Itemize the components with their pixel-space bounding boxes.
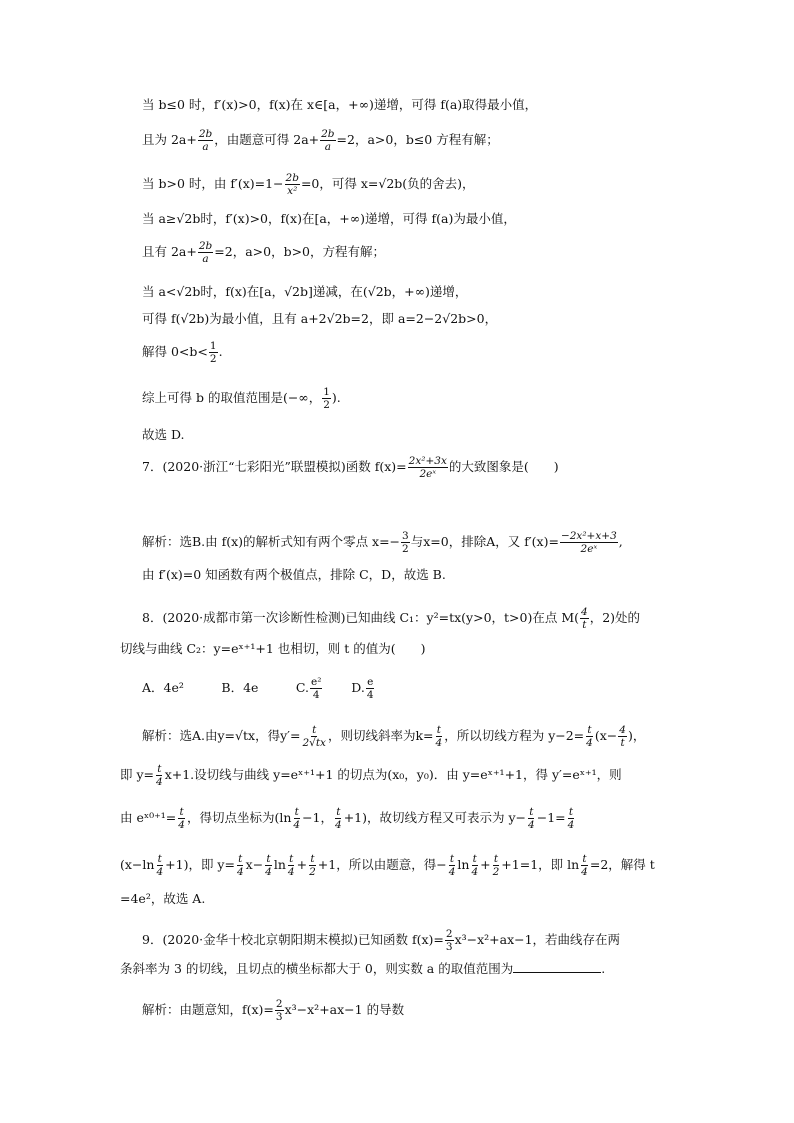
text-line: 故选 D. (142, 427, 185, 442)
fraction: $\frac{t}{4}$ (335, 806, 342, 831)
question-7: 7．(2020·浙江“七彩阳光”联盟模拟)函数 f(x)= $\frac{\text{2x²+3x}}{\text{2eˣ}}$ 的大致图象是( ) (142, 455, 559, 480)
fraction: $\frac{t}{2}$ (309, 853, 316, 878)
text-line: 可得 f(√2b)为最小值，且有 a+2√2b=2，即 a=2−2√2b>0， (142, 311, 498, 326)
fraction: $\frac{t}{4}$ (581, 853, 588, 878)
fraction: $\frac{t}{4}$ (448, 853, 456, 878)
fraction: $\frac{1}{2}$ (323, 386, 330, 411)
fraction: $\frac{1}{2}$ (209, 340, 217, 365)
fraction: $\frac{t}{2√tx}$ (302, 724, 326, 749)
text-line: 当 b>0 时，由 f′(x)=1− $\frac{2b}{\text{x²}}$ =0，可得 x=√2b(负的舍去)， (142, 172, 475, 197)
question-8: 8．(2020·成都市第一次诊断性检测)已知曲线 C₁：y²=tx(y>0，t>0)在点 M( $\frac{4}{t}$ ，2)处的 (142, 606, 641, 631)
fraction: $\frac{t}{4}$ (265, 853, 272, 878)
text-line: 当 b≤0 时，f′(x)>0，f(x)在 x∈[a，+∞)递增，可得 f(a)取得最小值， (142, 97, 538, 112)
text-line: =4e²，故选 A. (120, 891, 206, 906)
fraction: $\frac{t}{4}$ (528, 806, 535, 831)
text-line: 当 a<√2b时，f(x)在[a，√2b]递减，在(√2b，+∞)递增， (142, 284, 468, 299)
fraction: $\frac{2}{3}$ (445, 928, 453, 953)
fraction: $\frac{t}{2}$ (492, 853, 500, 878)
fraction: $\frac{t}{4}$ (156, 763, 163, 788)
options-8: A．4e² B．4e C. $\frac{\text{e²}}{4}$ D. $\frac{e}{4}$ (142, 676, 374, 701)
text-line: 解得 0<b< $\frac{1}{2}$ . (142, 340, 223, 365)
fraction: $\frac{3}{2}$ (402, 530, 409, 555)
fraction: $\frac{t}{4}$ (293, 806, 301, 831)
solution-7: 解析：选B.由 f(x)的解析式知有两个零点 x=− $\frac{3}{2}$ 与x=0，排除A，又 f′(x)= $\frac{\text{−2x²+x+3}}{\text{2eˣ}}$ , (142, 530, 623, 555)
fraction: $\frac{2}{3}$ (275, 998, 283, 1023)
fraction: $\frac{t}{4}$ (567, 806, 575, 831)
fraction: $\frac{2b}{a}$ (198, 240, 213, 265)
solution-8: 解析：选A.由y=√tx，得y′= $\frac{t}{2√tx}$ ，则切线斜率为k= $\frac{t}{4}$ ，所以切线方程为 y−2= $\frac{t}{4}$ (x− $\frac{4}{t}$ )， (142, 724, 646, 749)
text-line: (x−ln $\frac{t}{4}$ +1)，即 y= $\frac{t}{4}$ x− $\frac{t}{4}$ ln $\frac{t}{4}$ + $\frac{t}{2}$ +1，所以由题意，得− $\frac{t}{4}$ ln $\frac{t}{4}$ + $\frac{t}{2}$ +1=1，即 ln $\frac{t}{4}$ =2，解得 t (120, 853, 655, 878)
text-line: 即 y= $\frac{t}{4}$ x+1.设切线与曲线 y=eˣ⁺¹+1 的切点为(x₀，y₀)．由 y=eˣ⁺¹+1，得 y′=eˣ⁺¹，则 (120, 763, 622, 788)
fraction: $\frac{t}{4}$ (178, 806, 185, 831)
fraction: $\frac{4}{t}$ (619, 724, 626, 749)
question-9: 9．(2020·金华十校北京朝阳期末模拟)已知函数 f(x)= $\frac{2}{3}$ x³−x²+ax−1，若曲线存在两 (142, 928, 621, 953)
text-line: 且为 2a+ $\frac{2b}{a}$ ，由题意可得 2a+ $\frac{2b}{a}$ =2，a>0，b≤0 方程有解； (142, 128, 499, 153)
fraction: $\frac{t}{4}$ (471, 853, 479, 878)
text-line: 切线与曲线 C₂：y=eˣ⁺¹+1 也相切，则 t 的值为( ) (120, 641, 426, 656)
fraction: $\frac{2b}{\text{x²}}$ (285, 172, 299, 197)
fraction: $\frac{\text{e²}}{4}$ (311, 676, 322, 701)
fraction: $\frac{\text{−2x²+x+3}}{\text{2eˣ}}$ (560, 530, 617, 555)
text-line: 且有 2a+ $\frac{2b}{a}$ =2，a>0，b>0，方程有解； (142, 240, 385, 265)
fraction: $\frac{t}{4}$ (435, 724, 443, 749)
fraction: $\frac{4}{t}$ (581, 606, 588, 631)
text-line: 条斜率为 3 的切线，且切点的横坐标都大于 0，则实数 a 的取值范围为 . (120, 961, 606, 976)
fraction: $\frac{t}{4}$ (287, 853, 295, 878)
fraction: $\frac{2b}{a}$ (321, 128, 335, 153)
text-line: 综上可得 b 的取值范围是(−∞， $\frac{1}{2}$ ). (142, 386, 341, 411)
fraction: $\frac{2b}{a}$ (198, 128, 213, 153)
solution-9: 解析：由题意知，f(x)= $\frac{2}{3}$ x³−x²+ax−1 的导数 (142, 998, 405, 1023)
fraction: $\frac{t}{4}$ (156, 853, 164, 878)
fraction: $\frac{\text{2x²+3x}}{\text{2eˣ}}$ (408, 455, 447, 480)
text-line: 当 a≥√2b时，f′(x)>0，f(x)在[a，+∞)递增，可得 f(a)为最小值， (142, 211, 516, 226)
text-line: 由 eˣ⁰⁺¹= $\frac{t}{4}$ ，得切点坐标为(ln $\frac{t}{4}$ −1， $\frac{t}{4}$ +1)，故切线方程又可表示为 y− $\frac{t}{4}$ −1= $\frac{t}{4}$ (120, 806, 575, 831)
answer-blank[interactable] (513, 960, 601, 973)
text-line: 由 f′(x)=0 知函数有两个极值点，排除 C，D，故选 B. (142, 567, 446, 582)
fraction: $\frac{t}{4}$ (586, 724, 593, 749)
fraction: $\frac{t}{4}$ (236, 853, 244, 878)
fraction: $\frac{e}{4}$ (366, 676, 374, 701)
